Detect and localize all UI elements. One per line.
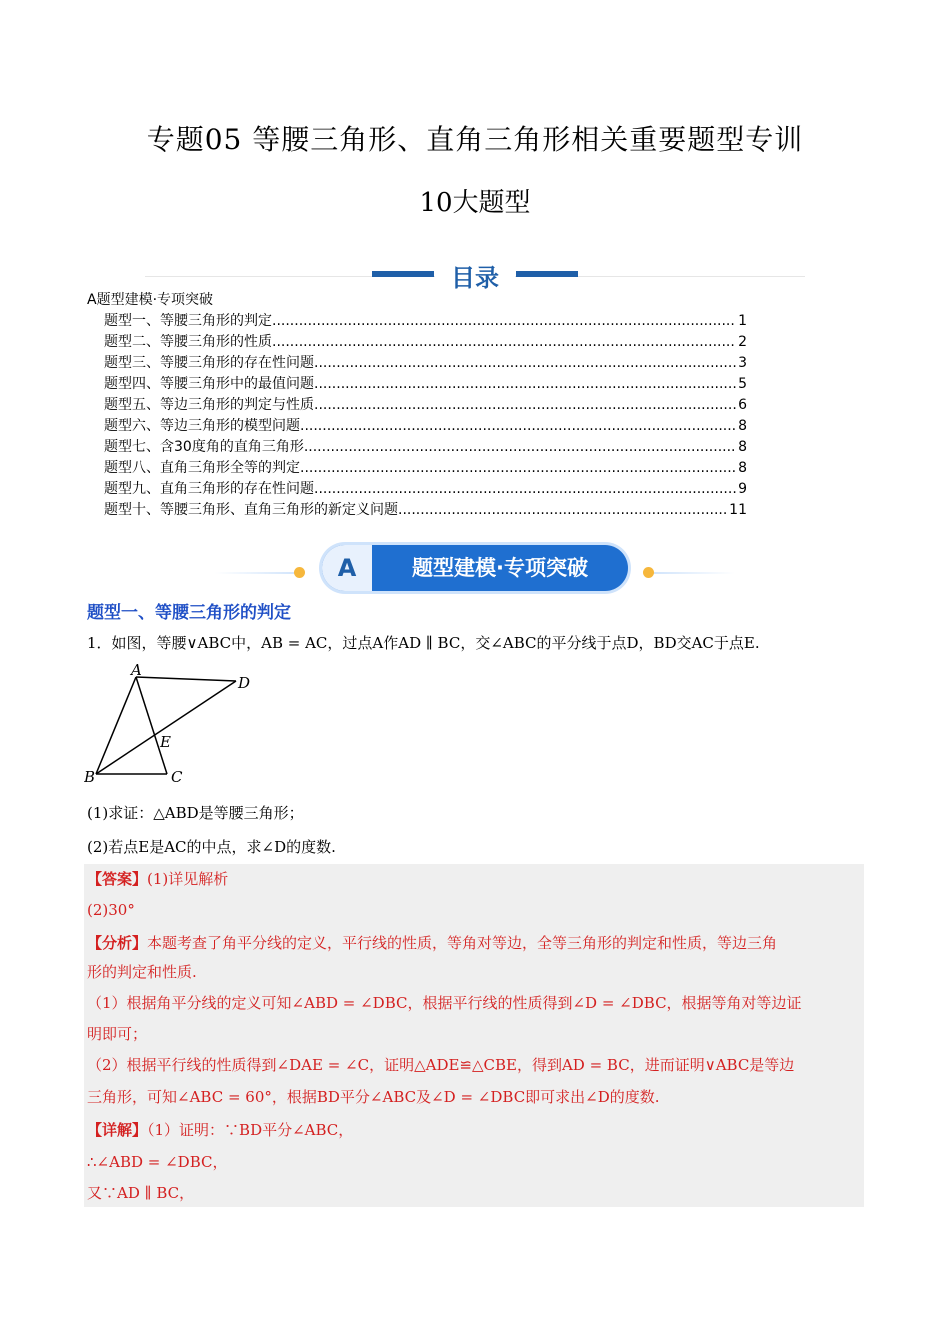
- table-of-contents: [87, 290, 747, 521]
- banner-dot-left: [294, 567, 305, 578]
- label-d: D: [238, 674, 251, 692]
- toc-item[interactable]: 题型一、等腰三角形的判定 ..... 1: [87, 311, 747, 332]
- question-part-2: (2)若点E是AC的中点，求∠D的度数.: [87, 838, 336, 856]
- toc-section[interactable]: A题型建模·专项突破: [87, 292, 214, 308]
- toc-item[interactable]: 题型五、等边三角形的判定与性质 ..... 6: [87, 395, 747, 416]
- section-title: 题型一、等腰三角形的判定: [87, 603, 291, 623]
- toc-heading: 目录: [451, 264, 499, 292]
- detail-line-1: 【详解】（1）证明：∵BD平分∠ABC，: [87, 1121, 354, 1139]
- toc-item[interactable]: 题型三、等腰三角形的存在性问题 ..... 3: [87, 353, 747, 374]
- toc-item[interactable]: 题型八、直角三角形全等的判定 ..... 8: [87, 458, 747, 479]
- segment-ab: [96, 677, 136, 774]
- toc-item[interactable]: 题型四、等腰三角形中的最值问题 ..... 5: [87, 374, 747, 395]
- label-a: A: [131, 664, 142, 679]
- banner-dot-right: [643, 567, 654, 578]
- answer-line-1: 【答案】(1)详见解析: [87, 870, 229, 888]
- question-stem: 1．如图，等腰∨ABC中，AB = AC，过点A作AD ∥ BC，交∠ABC的平分线于点D，BD交AC于点E.: [87, 634, 760, 652]
- analysis-line-2: 形的判定和性质.: [87, 963, 197, 981]
- label-e: E: [160, 733, 171, 751]
- toc-item[interactable]: 题型六、等边三角形的模型问题 ..... 8: [87, 416, 747, 437]
- banner-line-left: [215, 572, 300, 574]
- label-b: B: [84, 768, 96, 786]
- toc-bar-left: [372, 271, 434, 277]
- banner-text: 题型建模·专项突破: [412, 556, 588, 580]
- detail-line-2: ∴∠ABD = ∠DBC，: [87, 1153, 228, 1171]
- question-part-1: (1)求证：△ABD是等腰三角形；: [87, 804, 304, 822]
- banner-line-right: [650, 572, 735, 574]
- banner-cap: A: [322, 545, 372, 591]
- label-c: C: [171, 768, 183, 786]
- section-banner: [322, 545, 628, 591]
- analysis-step-2a: （2）根据平行线的性质得到∠DAE = ∠C，证明△ADE≌△CBE，得到AD = BC，进而证明∨ABC是等边: [87, 1056, 795, 1074]
- segment-ac: [136, 677, 167, 774]
- toc-bar-right: [516, 271, 578, 277]
- toc-item[interactable]: 题型七、含30度角的直角三角形 ..... 8: [87, 437, 747, 458]
- segment-ad: [136, 677, 236, 681]
- toc-item[interactable]: 题型十、等腰三角形、直角三角形的新定义问题 ..... 11: [87, 500, 747, 521]
- page-title: 专题05 等腰三角形、直角三角形相关重要题型专训: [146, 123, 804, 156]
- segment-bd: [96, 681, 236, 774]
- page-subtitle: 10大题型: [419, 188, 531, 218]
- analysis-line-1: 【分析】本题考查了角平分线的定义，平行线的性质，等角对等边，全等三角形的判定和性质，等边三角: [87, 934, 778, 952]
- toc-item[interactable]: 题型九、直角三角形的存在性问题 ..... 9: [87, 479, 747, 500]
- analysis-step-2b: 三角形，可知∠ABC = 60°，根据BD平分∠ABC及∠D = ∠DBC即可求出∠D的度数.: [87, 1088, 660, 1106]
- detail-line-3: 又∵AD ∥ BC，: [87, 1184, 195, 1202]
- analysis-step-1a: （1）根据角平分线的定义可知∠ABD = ∠DBC，根据平行线的性质得到∠D = ∠DBC，根据等角对等边证: [87, 994, 802, 1012]
- analysis-step-1b: 明即可；: [87, 1025, 148, 1043]
- triangle-figure: [84, 664, 264, 789]
- answer-line-2: (2)30°: [87, 901, 135, 919]
- toc-item[interactable]: 题型二、等腰三角形的性质 ..... 2: [87, 332, 747, 353]
